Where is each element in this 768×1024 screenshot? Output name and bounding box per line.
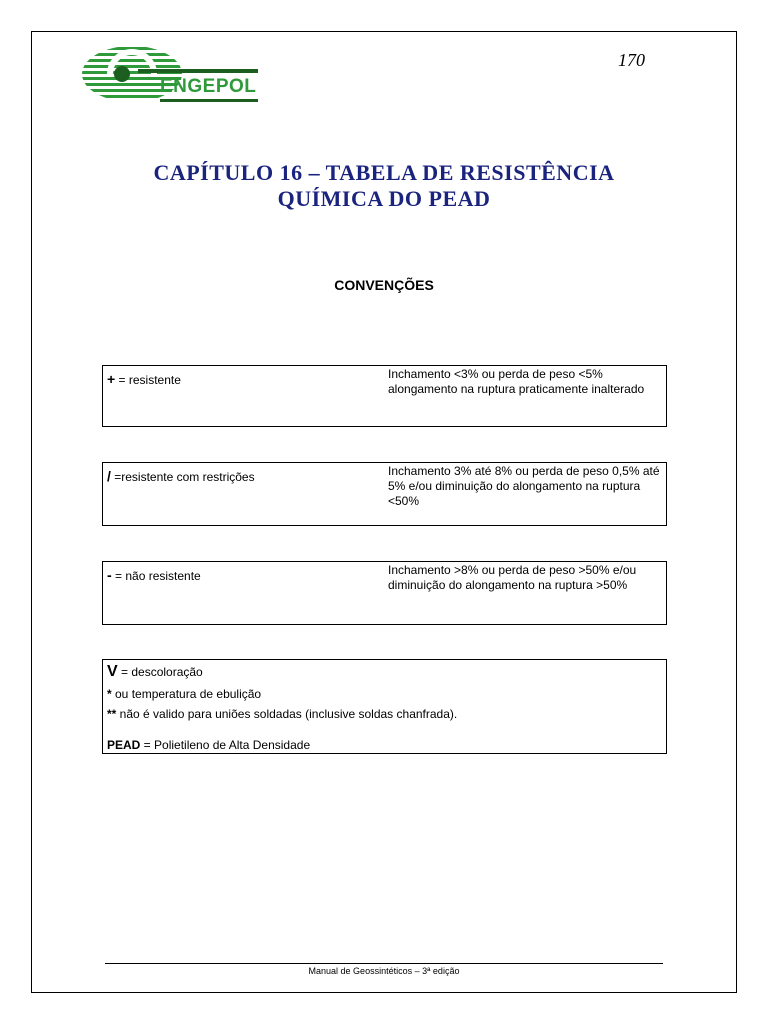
convention-label: = resistente [115,373,181,387]
convention-symbol-label [107,568,201,584]
convention-description: Inchamento >8% ou perda de peso >50% e/ou diminuição do alongamento na ruptura >50% [388,563,637,592]
convention-label: = não resistente [111,569,201,583]
note-discoloration [107,663,203,681]
convention-symbol: / [107,468,111,484]
convention-box-resistant [102,365,667,427]
note-text: não é valido para uniões soldadas (inclusive soldas chanfrada). [116,707,458,721]
notes-box [102,659,667,754]
convention-symbol: + [107,371,116,387]
section-heading: CONVENÇÕES [334,277,434,293]
note-text: ou temperatura de ebulição [111,687,262,701]
convention-description: Inchamento 3% até 8% ou perda de peso 0,5% até 5% e/ou diminuição do alongamento na ruptura <50% [388,464,660,508]
engepol-logo [80,45,258,103]
chapter-title [100,160,668,212]
note-text: = Polietileno de Alta Densidade [140,738,311,752]
chapter-title-line-2: QUÍMICA DO PEAD [277,186,491,211]
chapter-title-line-1: CAPÍTULO 16 – TABELA DE RESISTÊNCIA [153,160,615,185]
page-number: 170 [618,50,645,70]
note-mark: PEAD [107,738,141,752]
convention-box-not-resistant [102,561,667,625]
note-boiling-temperature [107,687,261,701]
convention-symbol: - [107,567,112,583]
note-welded-joints [107,707,457,721]
convention-description: Inchamento <3% ou perda de peso <5% alongamento na ruptura praticamente inalterado [388,367,645,396]
note-mark: * [107,687,112,701]
convention-symbol-label [107,372,181,388]
note-mark: ** [107,707,117,721]
footer-rule [105,963,663,964]
convention-symbol-label [107,469,255,485]
logo-text: ENGEPOL [160,76,257,97]
convention-label: =resistente com restrições [110,470,255,484]
note-pead-definition [107,738,310,752]
note-mark: V [107,663,118,680]
convention-box-restricted [102,462,667,526]
note-text: = descoloração [117,665,203,679]
footer-text: Manual de Geossintéticos – 3ª edição [308,966,460,976]
